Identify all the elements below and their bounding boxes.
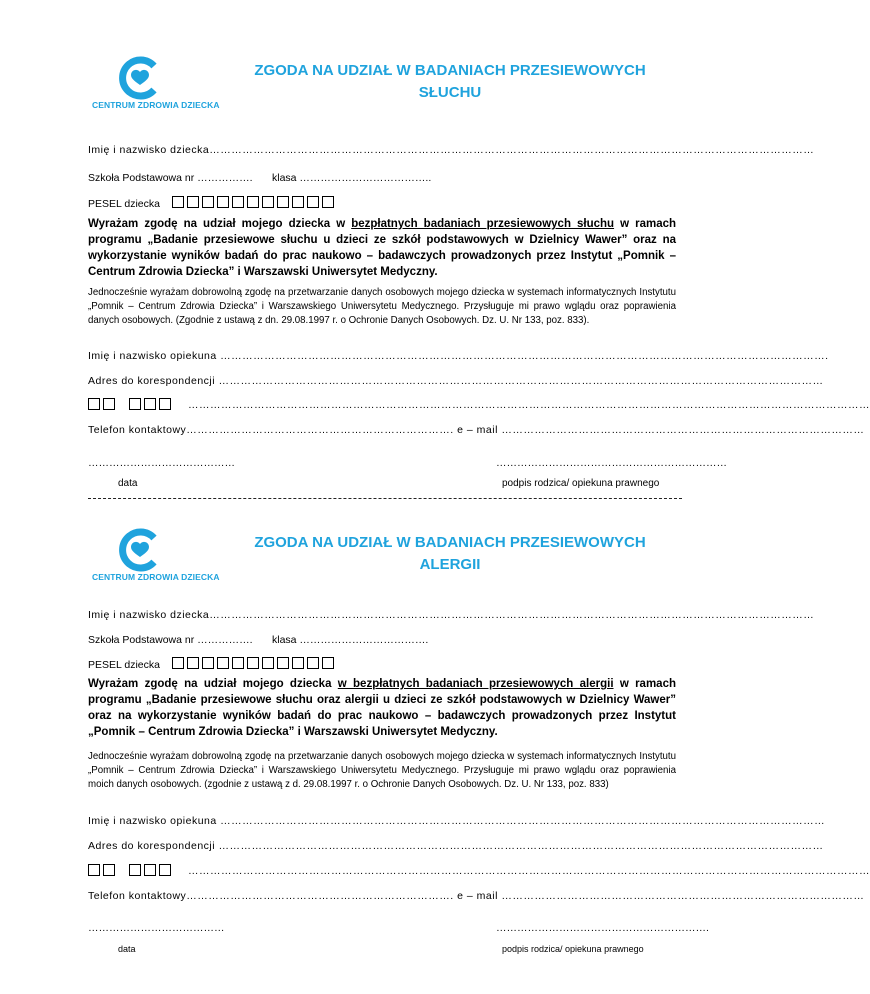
- postal-code-boxes[interactable]: [88, 864, 171, 876]
- logo: [92, 530, 232, 582]
- pesel-box[interactable]: [307, 657, 319, 669]
- consent-text: Wyrażam zgodę na udział mojego dziecka w bezpłatnych badaniach przesiewowych alergii w ramach programu „Badanie przesiewowe słuchu oraz alergii u dzieci ze szkół podstawowych w Dzielnicy Wawer” oraz na wykorzystanie wyników badań do prac naukowo – badawczych prowadzonych przez Instytut „Pomnik – Centrum Zdrowia Dziecka” i Warszawski Uniwersytet Medyczny.: [88, 678, 676, 738]
- postal-box[interactable]: [159, 864, 171, 876]
- child-name-field[interactable]: Imię i nazwisko dziecka…………………………………………………………………………………………………………………………………………………: [88, 144, 815, 156]
- title-line: SŁUCHU: [418, 84, 482, 101]
- postal-code-boxes[interactable]: [88, 398, 171, 410]
- title-line: ZGODA NA UDZIAŁ W BADANIACH PRZESIEWOWYCH: [254, 62, 646, 79]
- consent-underlined: w bezpłatnych badaniach przesiewowych alergii: [337, 678, 614, 690]
- phone-email-field[interactable]: Telefon kontaktowy………………………………………………………………. e – mail ………………………………………………………………………………………: [88, 890, 865, 902]
- form-title: [240, 532, 660, 576]
- pesel-box[interactable]: [232, 196, 244, 208]
- pesel-box[interactable]: [277, 196, 289, 208]
- pesel-box[interactable]: [172, 657, 184, 669]
- pesel-box[interactable]: [322, 657, 334, 669]
- class-field[interactable]: klasa ………………………………..: [272, 172, 432, 184]
- address-field[interactable]: Adres do korespondencji …………………………………………………………………………………………………………………………………………………: [88, 840, 824, 852]
- pesel-box[interactable]: [202, 196, 214, 208]
- postal-box[interactable]: [129, 864, 141, 876]
- data-processing-text: Jednocześnie wyrażam dobrowolną zgodę na przetwarzanie danych osobowych mojego dziecka w systemach informatycznych Instytutu „Pomnik – Centrum Zdrowia Dziecka” i Warszawskiego Uniwersytetu Medycznego. Przysługuje mi prawo wglądu oraz poprawienia danych osobowych. (Zgodnie z ustawą z dn. 29.08.1997 r. o Ochronie Danych Osobowych. Dz. U. Nr 133, poz. 833).: [88, 287, 676, 326]
- pesel-box[interactable]: [187, 657, 199, 669]
- pesel-box[interactable]: [247, 196, 259, 208]
- consent-underlined: bezpłatnych badaniach przesiewowych słuchu: [351, 218, 615, 230]
- pesel-box[interactable]: [292, 657, 304, 669]
- pesel-box[interactable]: [262, 657, 274, 669]
- date-field[interactable]: …………………………………: [88, 922, 225, 934]
- date-label: data: [118, 478, 138, 489]
- date-label: data: [118, 944, 136, 954]
- pesel-box[interactable]: [187, 196, 199, 208]
- pesel-boxes[interactable]: [172, 657, 334, 669]
- pesel-label: PESEL dziecka: [88, 198, 160, 210]
- form-title: [240, 60, 660, 104]
- date-field[interactable]: ……………………………………: [88, 457, 235, 469]
- postal-box[interactable]: [88, 864, 100, 876]
- postal-box[interactable]: [88, 398, 100, 410]
- pesel-box[interactable]: [292, 196, 304, 208]
- signature-label: podpis rodzica/ opiekuna prawnego: [502, 478, 660, 489]
- pesel-box[interactable]: [202, 657, 214, 669]
- school-field[interactable]: Szkoła Podstawowa nr …………….: [88, 172, 253, 184]
- data-processing-text: Jednocześnie wyrażam dobrowolną zgodę na przetwarzanie danych osobowych mojego dziecka w systemach informatycznych Instytutu „Pomnik – Centrum Zdrowia Dziecka” i Warszawskiego Uniwersytetu Medycznego. Przysługuje mi prawo wglądu oraz poprawienia moich danych osobowych. (zgodnie z ustawą z d. 29.08.1997 r. o Ochronie Danych Osobowych. Dz. U. Nr 133, poz. 833): [88, 751, 676, 790]
- pesel-boxes[interactable]: [172, 196, 334, 208]
- logo-text: CENTRUM ZDROWIA DZIECKA: [92, 100, 220, 110]
- title-line: ZGODA NA UDZIAŁ W BADANIACH PRZESIEWOWYCH: [254, 534, 646, 551]
- school-field[interactable]: Szkoła Podstawowa nr …………….: [88, 634, 253, 646]
- phone-email-field[interactable]: Telefon kontaktowy………………………………………………………………. e – mail ………………………………………………………………………………………: [88, 424, 865, 436]
- child-name-field[interactable]: Imię i nazwisko dziecka…………………………………………………………………………………………………………………………………………………: [88, 609, 815, 621]
- heart-c-logo-icon: [114, 530, 164, 570]
- postal-box[interactable]: [103, 398, 115, 410]
- heart-c-logo-icon: [114, 58, 164, 98]
- postal-box[interactable]: [129, 398, 141, 410]
- pesel-box[interactable]: [262, 196, 274, 208]
- signature-field[interactable]: …………………………………………………………: [496, 457, 727, 469]
- address-line-2-field[interactable]: ……………………………………………………………………………………………………………………………………………………………………: [188, 865, 870, 877]
- signature-field[interactable]: …………………………………………………….: [496, 922, 709, 934]
- pesel-box[interactable]: [217, 196, 229, 208]
- postal-box[interactable]: [159, 398, 171, 410]
- title-line: ALERGII: [419, 556, 481, 573]
- pesel-label: PESEL dziecka: [88, 659, 160, 671]
- pesel-box[interactable]: [247, 657, 259, 669]
- address-line-2-field[interactable]: ……………………………………………………………………………………………………………………………………………………………………: [188, 399, 870, 411]
- pesel-box[interactable]: [217, 657, 229, 669]
- address-field[interactable]: Adres do korespondencji …………………………………………………………………………………………………………………………………………………: [88, 375, 824, 387]
- postal-box[interactable]: [103, 864, 115, 876]
- signature-label: podpis rodzica/ opiekuna prawnego: [502, 944, 644, 954]
- logo: [92, 58, 232, 110]
- consent-text: Wyrażam zgodę na udział mojego dziecka w bezpłatnych badaniach przesiewowych słuchu w ramach programu „Badanie przesiewowe słuchu u dzieci ze szkół podstawowych w Dzielnicy Wawer” oraz na wykorzystanie wyników badań do prac naukowo – badawczych prowadzonych przez Instytut „Pomnik – Centrum Zdrowia Dziecka” i Warszawski Uniwersytet Medyczny.: [88, 218, 677, 278]
- pesel-box[interactable]: [172, 196, 184, 208]
- pesel-box[interactable]: [232, 657, 244, 669]
- postal-box[interactable]: [144, 398, 156, 410]
- class-field[interactable]: klasa ……………………………….: [272, 634, 429, 646]
- postal-box[interactable]: [144, 864, 156, 876]
- pesel-box[interactable]: [322, 196, 334, 208]
- logo-text: CENTRUM ZDROWIA DZIECKA: [92, 572, 220, 582]
- guardian-name-field[interactable]: Imię i nazwisko opiekuna ………………………………………………………………………………………………………………………………………………….: [88, 350, 829, 362]
- pesel-box[interactable]: [307, 196, 319, 208]
- guardian-name-field[interactable]: Imię i nazwisko opiekuna …………………………………………………………………………………………………………………………………………………: [88, 815, 826, 827]
- pesel-box[interactable]: [277, 657, 289, 669]
- cut-line: [88, 498, 682, 499]
